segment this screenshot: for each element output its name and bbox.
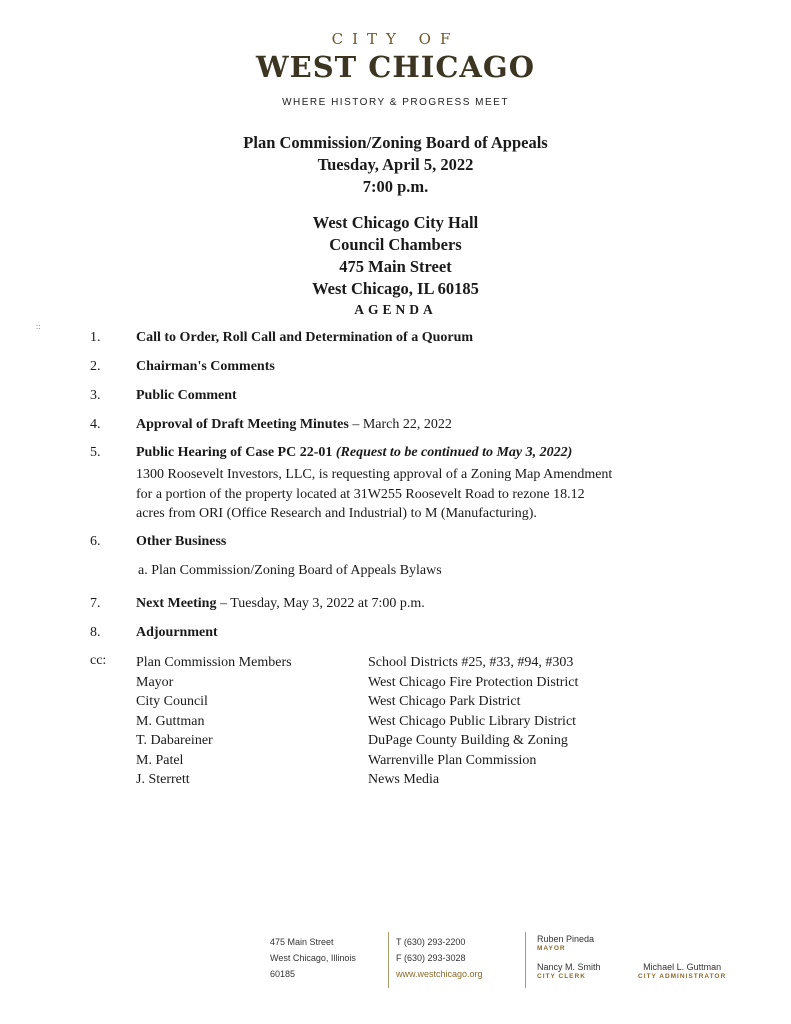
- meeting-street: 475 Main Street: [339, 257, 452, 276]
- agenda-item: [136, 359, 736, 375]
- item-number: 7.: [90, 596, 101, 611]
- cc-recipient: Plan Commission Members: [136, 655, 292, 670]
- agenda-item: [136, 534, 736, 550]
- item-number: 2.: [90, 359, 101, 374]
- item-number: 1.: [90, 330, 101, 345]
- footer-address-line: 475 Main Street: [270, 937, 334, 947]
- cc-list-right: [368, 653, 578, 790]
- item-description: 1300 Roosevelt Investors, LLC, is requesting approval of a Zoning Map Amendment for a portion of the property located at 31W255 Roosevelt Road to rezone 18.12 acres from ORI (Office Research and Industrial) to M (Manufacturing).: [136, 467, 613, 521]
- item-number: 3.: [90, 388, 101, 403]
- admin-name: Michael L. Guttman: [643, 962, 722, 972]
- footer-fax: F (630) 293-3028: [396, 953, 466, 963]
- meeting-city: West Chicago, IL 60185: [312, 279, 479, 298]
- agenda-item: [136, 445, 736, 461]
- cc-recipient: News Media: [368, 772, 440, 787]
- agenda-title: AGENDA: [354, 302, 437, 317]
- footer-address-line: 60185: [270, 969, 296, 979]
- cc-list-left: [136, 653, 292, 790]
- cc-recipient: M. Patel: [136, 752, 184, 768]
- letterhead-tagline: WHERE HISTORY & PROGRESS MEET: [282, 97, 509, 108]
- item-title: Public Hearing of Case PC 22-01: [136, 445, 333, 460]
- cc-recipient: School Districts #25, #33, #94, #303: [368, 655, 574, 670]
- item-title: Public Comment: [136, 388, 237, 403]
- meeting-date: Tuesday, April 5, 2022: [317, 155, 474, 174]
- cc-recipient: T. Dabareiner: [136, 733, 213, 748]
- sub-item: a. Plan Commission/Zoning Board of Appeals Bylaws: [138, 563, 442, 578]
- item-number: 8.: [90, 625, 101, 640]
- footer-administrator: [638, 962, 726, 981]
- agenda-item: [136, 330, 736, 346]
- item-note: (Request to be continued to May 3, 2022): [335, 445, 573, 460]
- footer-address: [270, 934, 356, 982]
- item-title: Next Meeting: [136, 596, 217, 611]
- footer-address-line: West Chicago, Illinois: [270, 953, 356, 963]
- agenda-item: [136, 596, 736, 612]
- cc-recipient: M. Guttman: [136, 713, 205, 729]
- admin-role: CITY ADMINISTRATOR: [638, 973, 727, 980]
- cc-recipient: Warrenville Plan Commission: [368, 752, 537, 768]
- item-title: Call to Order, Roll Call and Determination of a Quorum: [136, 330, 474, 345]
- meeting-header: [0, 132, 791, 198]
- footer-contact: [396, 934, 483, 982]
- item-number: 6.: [90, 534, 101, 549]
- item-date: – Tuesday, May 3, 2022 at 7:00 p.m.: [216, 596, 425, 611]
- cc-recipient: West Chicago Public Library District: [368, 713, 577, 729]
- item-title: Chairman's Comments: [136, 359, 275, 374]
- footer-divider: [525, 932, 526, 988]
- footer-website-link[interactable]: www.westchicago.org: [396, 969, 483, 979]
- item-date: – March 22, 2022: [348, 417, 452, 432]
- cc-recipient: West Chicago Fire Protection District: [368, 674, 579, 690]
- cc-recipient: West Chicago Park District: [368, 694, 521, 709]
- clerk-role: CITY CLERK: [537, 973, 586, 980]
- letterhead-city-name: WEST CHICAGO: [256, 50, 535, 84]
- cc-recipient: J. Sterrett: [136, 772, 190, 787]
- agenda-item: [136, 625, 736, 641]
- item-title: Approval of Draft Meeting Minutes: [136, 417, 349, 432]
- clerk-name: Nancy M. Smith: [537, 962, 601, 972]
- cc-label: cc:: [90, 653, 107, 668]
- cc-recipient: City Council: [136, 694, 208, 709]
- footer-officials: [537, 934, 601, 981]
- item-title: Adjournment: [136, 625, 218, 640]
- letterhead-city-of: CITY OF: [331, 30, 460, 48]
- mayor-name: Ruben Pineda: [537, 934, 595, 944]
- cc-recipient: Mayor: [136, 674, 174, 690]
- margin-mark: ::: [36, 322, 41, 331]
- agenda-item: [136, 417, 736, 433]
- footer-phone: T (630) 293-2200: [396, 937, 466, 947]
- item-number: 4.: [90, 417, 101, 432]
- item-title: Other Business: [136, 534, 227, 549]
- meeting-body: Plan Commission/Zoning Board of Appeals: [243, 133, 548, 152]
- agenda-item: [136, 388, 736, 404]
- meeting-venue: West Chicago City Hall: [312, 213, 479, 232]
- item-number: 5.: [90, 445, 101, 460]
- footer-divider: [388, 932, 389, 988]
- cc-recipient: DuPage County Building & Zoning: [368, 733, 568, 748]
- meeting-time: 7:00 p.m.: [362, 177, 429, 196]
- meeting-location: [0, 212, 791, 300]
- meeting-room: Council Chambers: [329, 235, 462, 254]
- mayor-role: MAYOR: [537, 945, 566, 952]
